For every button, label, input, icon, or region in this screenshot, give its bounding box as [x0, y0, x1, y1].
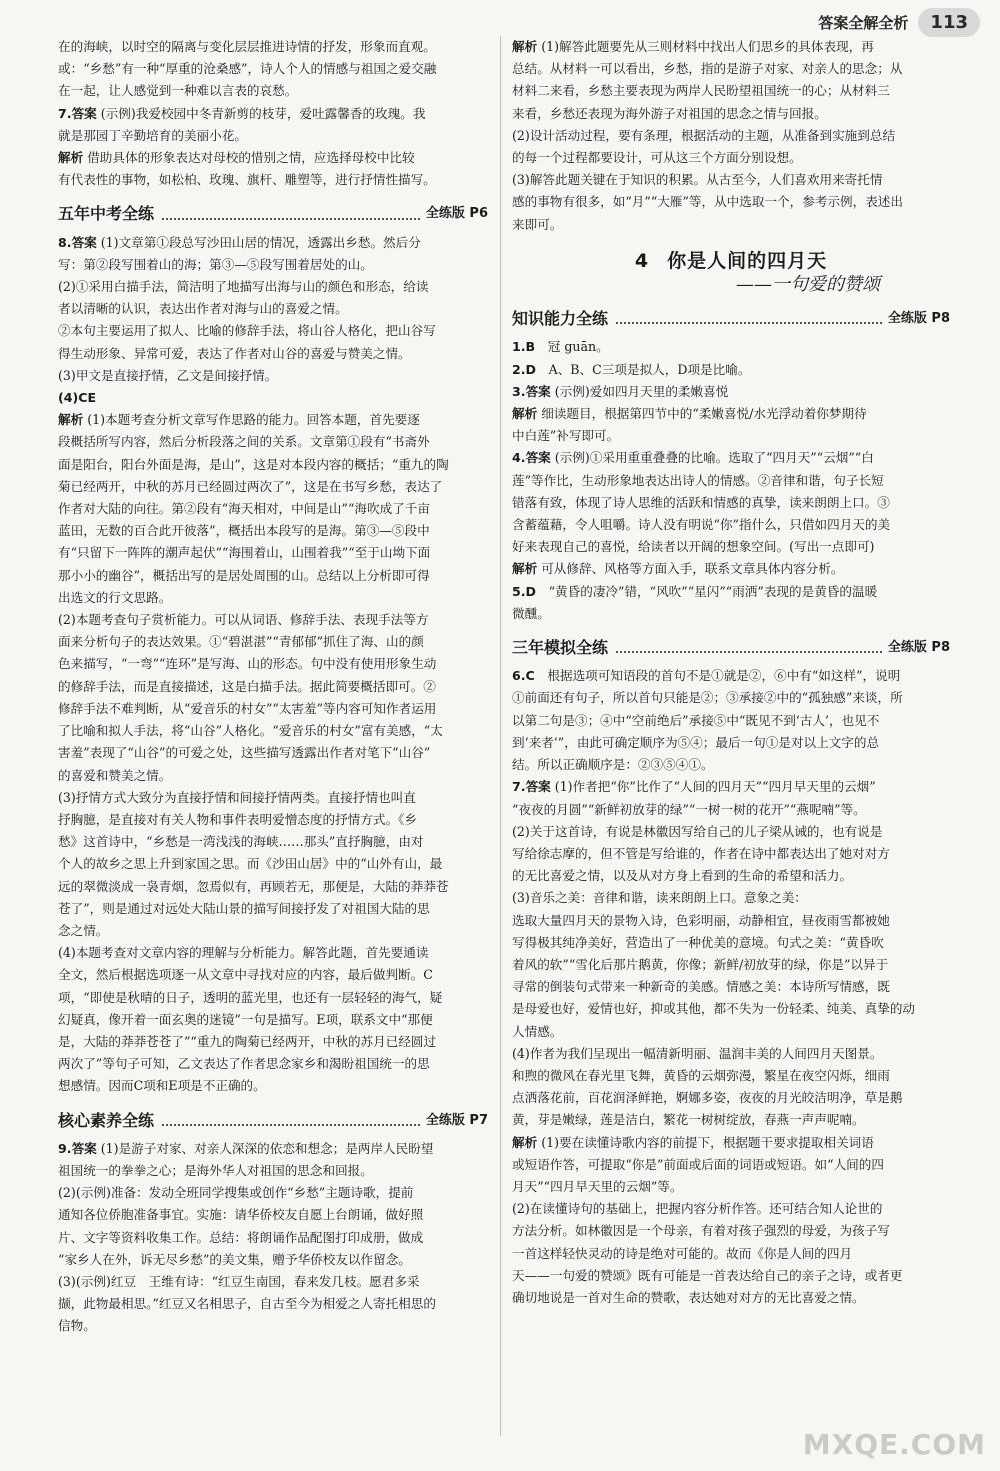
- text-line: 写：第②段写围着山的海；第③—⑤段写围着居处的山。: [58, 256, 373, 272]
- section-heading: [58, 203, 488, 225]
- text-line: 片、文字等资料收集工作。总结：将朗诵作品配图打印成册，做成: [58, 1229, 424, 1245]
- knowledge-4-explanation: [512, 558, 950, 580]
- page-header: [818, 8, 980, 37]
- text-line: 蓝田，无数的百合此开彼落”，概括出本段写的是海。第③—⑤段中: [58, 523, 430, 539]
- column-divider: [500, 36, 501, 1436]
- text-line: 感的事物有很多，如“月”“大雁”等，从中选取一个，参考示例，表述出: [512, 194, 903, 210]
- text-line: 祖国统一的拳拳之心；是海外华人对祖国的思念和回报。: [58, 1162, 373, 1178]
- text-line: (3)音乐之美：音律和谐，读来朗朗上口。意象之美：: [512, 890, 807, 906]
- text-line: 错落有致，体现了诗人思维的活跃和情感的真挚，读来朗朗上口。③: [512, 494, 890, 510]
- text-line: 面是阳台，阳台外面是海，是山”，这是对本段内容的概括；“重九的陶: [58, 456, 449, 472]
- explanation-label: 解析: [512, 406, 538, 422]
- text-line: (2)在读懂诗句的基础上，把握内容分析作答。还可结合知人论世的: [512, 1201, 883, 1217]
- section-title: 五年中考全练: [58, 204, 155, 224]
- text-line: 撷，此物最相思。”红豆又名相思子，自古至今为相爱之人寄托相思的: [58, 1296, 436, 1312]
- text-line: (1)本题考查分析文章写作思路的能力。回答本题，首先要逐: [87, 412, 420, 428]
- text-line: 愁》这首诗中，“乡愁是一湾浅浅的海峡……那头”直抒胸臆，由对: [58, 834, 424, 850]
- text-line: 远的翠微淡成一袅青烟，忽焉似有，再顾若无，那便是，大陆的莽莽苍: [58, 878, 449, 894]
- text-line: 寻常的倒装句式带来一种新奇的美感。情感之美：本诗所写情感，既: [512, 979, 890, 995]
- text-line: (2)①采用白描手法，简洁明了地描写出海与山的颜色和形态，给读: [58, 279, 429, 295]
- text-line: 好来表现自己的喜悦，给读者以开阔的想象空间。(写出一点即可): [512, 539, 875, 555]
- text-line: 借助具体的形象表达对母校的惜别之情，应选择母校中比较: [87, 150, 415, 166]
- text-line: 有“只留下一阵阵的潮声起伏”“海围着山，山围着我”“至于山坳下面: [58, 545, 431, 561]
- text-line: ②本句主要运用了拟人、比喻的修辞手法，将山谷人格化，把山谷写: [58, 323, 436, 339]
- text-line: (3)抒情方式大致分为直接抒情和间接抒情两类。直接抒情也叫直: [58, 789, 416, 805]
- question-number: 7.: [58, 105, 72, 121]
- section-tag: 全练版 P8: [887, 640, 950, 656]
- text-line: 在的海峡，以时空的隔离与变化层层推进诗情的抒发，形象而直观。: [58, 39, 436, 54]
- text-line: (4)本题考查对文章内容的理解与分析能力。解答此题，首先要通读: [58, 945, 429, 961]
- explanation-label: 解析: [58, 150, 84, 166]
- text-line: 的修辞手法，而是直接描述，这是白描手法。据此简要概括即可。②: [58, 678, 436, 694]
- text-line: 选取大量四月天的景物入诗，色彩明丽，动静相宜，昼夜雨雪都被她: [512, 912, 890, 928]
- text-line: 念之情。: [58, 922, 109, 938]
- explanation-label: 解析: [58, 412, 84, 428]
- section-tag: 全练版 P8: [887, 311, 950, 327]
- text-line: (4)作者为我们呈现出一幅清新明丽、温润丰美的人间四月天图景。: [512, 1045, 883, 1061]
- text-line: 到‘来者’”，由此可确定顺序为⑤④；最后一句①是对以上文字的总: [512, 734, 880, 750]
- text-line: (1)要在读懂诗歌内容的前提下，根据题干要求提取相关词语: [541, 1134, 874, 1150]
- mock-6: [512, 665, 950, 687]
- text-line: 出选文的行文思路。: [58, 589, 172, 605]
- text-line: 或：“乡愁”有一种“厚重的沧桑感”，诗人个人的情感与祖国之爱交融: [58, 61, 437, 77]
- left-column: [58, 36, 488, 1436]
- explanation-label: 解析: [512, 561, 538, 577]
- knowledge-5: [512, 581, 950, 603]
- text-line: 面来分析句子的表达效果。①“碧湛湛”“青郁郁”抓住了海、山的颜: [58, 634, 424, 650]
- text-line: 冠 guān。: [547, 339, 609, 355]
- explanation-label: 解析: [512, 1134, 538, 1150]
- question-number: 7.: [512, 779, 526, 795]
- text-line: “夜夜的月圆”“新鲜初放芽的绿”“一树一树的花开”“燕呢喃”等。: [512, 801, 866, 817]
- question-7-answer: [58, 103, 488, 125]
- text-line: “黄昏的凄冷”错，“风吹”“星闪”“雨洒”表现的是黄昏的温暖: [548, 583, 878, 599]
- text-line: (1)作者把“你”比作了“人间的四月天”“四月早天里的云烟”: [554, 779, 876, 795]
- question-number: 2.D: [512, 361, 537, 377]
- text-line: 得生动形象、异常可爱，表达了作者对山谷的喜爱与赞美之情。: [58, 345, 411, 361]
- text-line: (2)关于这首诗，有说是林徽因写给自己的儿子梁从诫的，也有说是: [512, 823, 883, 839]
- answer-label: 答案: [525, 383, 551, 399]
- answer-label: 答案: [71, 234, 97, 250]
- text-line: (2)设计活动过程，要有条理，根据活动的主题，从准备到实施到总结: [512, 127, 896, 143]
- text-line: 色来描写，“一弯”“连环”是写海、山的形态。句中没有使用形象生动: [58, 656, 437, 672]
- text-line: (2)(示例)准备：发动全班同学搜集或创作“乡愁”主题诗歌，提前: [58, 1185, 414, 1201]
- section-title: 三年模拟全练: [512, 638, 609, 658]
- dotted-leader: [616, 651, 882, 653]
- text-line: 想感情。因而C项和E项是不正确的。: [58, 1078, 266, 1094]
- text-line: 是母爱也好，爱情也好，抑或其他，都不失为一份轻柔、纯美、真挚的动: [512, 1001, 915, 1017]
- text-line: 的每一个过程都要设计，可从这三个方面分别设想。: [512, 150, 802, 166]
- question-number: 1.B: [512, 339, 536, 355]
- knowledge-4-answer: [512, 447, 950, 469]
- text-line: 一首这样轻快灵动的诗是绝对可能的。故而《你是人间的四月: [512, 1245, 853, 1261]
- text-line: 苍了”，则是通过对远处大陆山景的描写间接抒发了对祖国大陆的思: [58, 900, 430, 916]
- text-line: ①前面还有句子，所以首句只能是②；③承接②中的“孤独感”来谈，所: [512, 690, 903, 706]
- text-line: 莲”等作比，生动形象地表达出诗人的情感。②音律和谐，句子长短: [512, 472, 884, 488]
- text-line: 中白莲”补写即可。: [512, 428, 620, 444]
- page-number: 113: [918, 8, 980, 37]
- question-number: 4.: [512, 450, 526, 466]
- text-line: “家乡人在外，诉无尽乡愁”的美文集，赠予华侨校友以作留念。: [58, 1251, 411, 1267]
- text-line: 修辞手法不难判断，从“爱音乐的村女”“太害羞”等内容可知作者运用: [58, 700, 437, 716]
- text-line: (示例)①采用重重叠叠的比喻。选取了“四月天”“云烟”“白: [554, 450, 874, 466]
- answer-label: 答案: [71, 105, 97, 121]
- text-line: 在一起，让人感觉到一种难以言表的哀愁。: [58, 83, 298, 99]
- lesson-subtitle: ——一句爱的赞颂: [736, 274, 880, 296]
- dotted-leader: [162, 218, 420, 220]
- text-line: 菊已经两开，中秋的苏月已经圆过两次了”，这是在书写乡愁，表达了: [58, 478, 443, 494]
- section-title: 知识能力全练: [512, 309, 609, 329]
- text-line: 方法分析。如林徽因是一个母亲，有着对孩子强烈的母爱，为孩子写: [512, 1223, 890, 1239]
- knowledge-1: [512, 336, 950, 358]
- text-line: 害羞”表现了“山谷”的可爱之处，这些描写透露出作者对笔下“山谷”: [58, 745, 431, 761]
- text-line: (2)本题考查句子赏析能力。可以从词语、修辞手法、表现手法等方: [58, 612, 429, 628]
- text-line: 通知各位侨胞准备事宜。实施：请华侨校友自愿上台朗诵，做好照: [58, 1207, 424, 1223]
- right-column: [512, 36, 950, 1436]
- text-line: 结。所以正确顺序是：②③⑤④①。: [512, 757, 714, 773]
- text-line: (4)CE: [58, 390, 97, 406]
- section-tag: 全练版 P7: [425, 1112, 488, 1128]
- text-line: 作者对大陆的向往。第②段有“海天相对，中间是山”“海吹成了千亩: [58, 501, 430, 517]
- text-line: 是，大陆的莽莽苍苍了”“重九的陶菊已经两开，中秋的苏月已经圆过: [58, 1033, 437, 1049]
- knowledge-3-explanation: [512, 403, 950, 425]
- text-line: 个人的故乡之思上升到家国之思。而《沙田山居》中的“山外有山，最: [58, 856, 443, 872]
- text-line: (3)甲文是直接抒情，乙文是间接抒情。: [58, 367, 278, 383]
- text-line: 来即可。: [512, 216, 563, 232]
- section-title: 核心素养全练: [58, 1110, 155, 1130]
- answer-label: 答案: [525, 779, 551, 795]
- lesson-heading: [512, 250, 950, 272]
- text-line: 总结。从材料一可以看出，乡愁，指的是游子对家、对亲人的思念；从: [512, 61, 903, 77]
- text-line: 段概括所写内容，然后分析段落之间的关系。文章第①段有“书斋外: [58, 434, 430, 450]
- text-line: 含蓄蕴藉，令人咀嚼。诗人没有明说“你”指什么，只借如四月天的美: [512, 517, 891, 533]
- text-line: 天——一句爱的赞颂》既有可能是一首表达给自己的亲子之诗，或者更: [512, 1267, 903, 1283]
- text-line: 的无比喜爱之情，以及从对方身上看到的生命的希望和活力。: [512, 868, 853, 884]
- text-line: 全文，然后根据选项逐一从文章中寻找对应的内容，最后做判断。C: [58, 967, 433, 983]
- text-line: 写得极其纯净美好，营造出了一种优美的意境。句式之美：“黄昏吹: [512, 934, 884, 950]
- dotted-leader: [616, 322, 882, 324]
- header-title: 答案全解全析: [818, 14, 909, 32]
- answer-label: 答案: [71, 1140, 97, 1156]
- question-9-explanation: [512, 36, 950, 58]
- text-line: (1)文章第①段总写沙田山居的情况，透露出乡愁。然后分: [100, 234, 421, 250]
- knowledge-3-answer: [512, 381, 950, 403]
- text-line: 人情感。: [512, 1023, 563, 1039]
- text-line: 项，“即使是秋晴的日子，透明的蓝光里，也还有一层轻轻的海气，疑: [58, 989, 443, 1005]
- text-line: 黄，芽是嫩绿，莲是洁白，繁花一树树绽放，春燕一声声呢喃。: [512, 1112, 865, 1128]
- text-line: 者以清晰的认识，表达出作者对海与山的喜爱之情。: [58, 301, 348, 317]
- text-line: 以第二句是③；④中“空前绝后”承接⑤中“既见不到‘古人’，也见不: [512, 712, 880, 728]
- question-8-explanation: [58, 409, 488, 431]
- text-line: 点洒落花前，百花润泽鲜艳，婀娜多姿，夜夜的月光皎洁明净，草是鹅: [512, 1090, 903, 1106]
- section-tag: 全练版 P6: [425, 206, 488, 222]
- mock-7-answer: [512, 776, 950, 798]
- text-line: 那小小的幽谷”，概括出写的是居处周围的山。总结以上分析即可得: [58, 567, 430, 583]
- text-line: 或短语作答，可提取“你是”前面或后面的词语或短语。如“人间的四: [512, 1156, 884, 1172]
- question-number: 3.: [512, 383, 526, 399]
- text-line: A、B、C三项是拟人，D项是比喻。: [548, 361, 751, 377]
- text-line: 的喜爱和赞美之情。: [58, 767, 172, 783]
- lesson-number: 4: [634, 249, 650, 272]
- text-line: 细读题目，根据第四节中的“柔嫩喜悦/水光浮动着你梦期待: [541, 406, 867, 422]
- text-line: 写给徐志摩的，但不管是写给谁的，作者在诗中都表达出了她对对方: [512, 845, 890, 861]
- text-line: 着风的软”“雪化后那片鹅黄，你像；新鲜/初放芽的绿，你是”以异于: [512, 956, 889, 972]
- section-heading: [512, 637, 950, 659]
- section-heading: [512, 308, 950, 330]
- text-line: 了比喻和拟人手法，将“山谷”人格化。“爱音乐的村女”富有美感，“太: [58, 723, 443, 739]
- dotted-leader: [162, 1124, 420, 1126]
- text-line: 有代表性的事物，如松柏、玫瑰、旗杆、雕塑等，进行抒情性描写。: [58, 172, 436, 188]
- text-line: (示例)我爱校园中冬青新剪的枝芽，爱吐露馨香的玫瑰。我: [100, 105, 426, 121]
- question-number: 5.D: [512, 583, 537, 599]
- question-number: 6.C: [512, 668, 535, 684]
- question-number: 9.: [58, 1140, 72, 1156]
- knowledge-2: [512, 359, 950, 381]
- question-7-explanation: [58, 147, 488, 169]
- text-line: (1)解答此题要先从三则材料中找出人们思乡的具体表现，再: [541, 39, 874, 54]
- text-line: 幻疑真，像开着一面玄奥的迷镜”一句是描写。E项，联系文中“那便: [58, 1011, 433, 1027]
- question-9-answer: [58, 1138, 488, 1160]
- lesson-title: 你是人间的四月天: [667, 249, 828, 272]
- text-line: 可从修辞、风格等方面入手，联系文章具体内容分析。: [541, 561, 844, 577]
- answer-label: 答案: [525, 450, 551, 466]
- text-line: 微醺。: [512, 605, 550, 621]
- text-line: (3)(示例)红豆 王维有诗：“红豆生南国，春来发几枝。愿君多采: [58, 1273, 420, 1289]
- text-line: 根据选项可知语段的首句不是①就是②，⑥中有“如这样”，说明: [547, 668, 901, 684]
- text-line: 抒胸臆，是直接对有关人物和事件表明爱憎态度的抒情方式。《乡: [58, 811, 417, 827]
- explanation-label: 解析: [512, 39, 538, 54]
- text-line: 信物。: [58, 1318, 96, 1334]
- question-number: 8.: [58, 234, 72, 250]
- text-line: 两次了”等句子可知，乙文表达了作者思念家乡和渴盼祖国统一的思: [58, 1056, 430, 1072]
- text-line: 确切地说是一首对生命的赞歌，表达她对对方的无比喜爱之情。: [512, 1289, 865, 1305]
- text-line: (示例)爱如四月天里的柔嫩喜悦: [554, 383, 729, 399]
- text-line: 和煦的微风在春光里飞舞，黄昏的云烟弥漫，繁星在夜空闪烁，细雨: [512, 1067, 890, 1083]
- text-line: 材料二来看，乡愁主要表现为两岸人民盼望祖国统一的心；从材料三: [512, 83, 890, 99]
- question-8-answer: [58, 232, 488, 254]
- text-line: 来看，乡愁还表现为海外游子对祖国的思念之情与回报。: [512, 105, 827, 121]
- text-line: 就是那园丁辛勤培育的美丽小花。: [58, 127, 247, 143]
- text-line: (1)是游子对家、对亲人深深的依恋和想念；是两岸人民盼望: [100, 1140, 434, 1156]
- site-watermark: MXQE.COM: [802, 1428, 986, 1461]
- section-heading: [58, 1110, 488, 1132]
- text-line: 月天”“四月早天里的云烟”等。: [512, 1178, 683, 1194]
- text-line: (3)解答此题关键在于知识的积累。从古至今，人们喜欢用来寄托情: [512, 172, 883, 188]
- mock-7-explanation: [512, 1132, 950, 1154]
